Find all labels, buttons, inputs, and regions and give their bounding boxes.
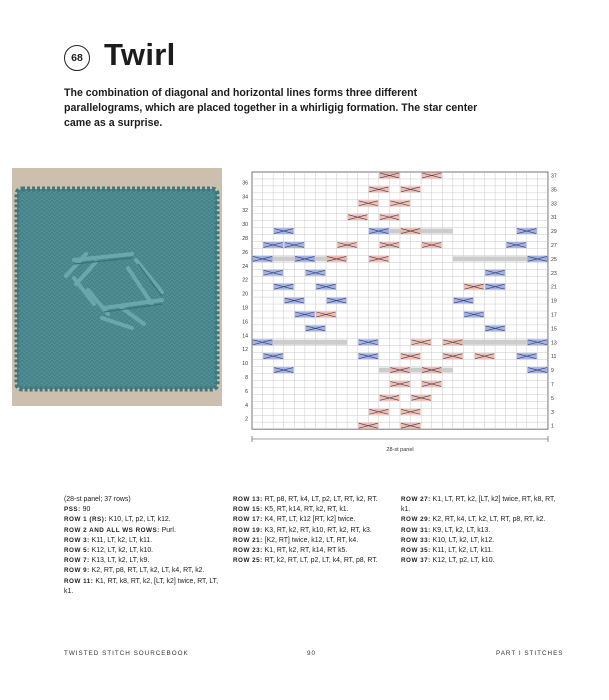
instruction-line (64, 495, 224, 505)
instruction-line (401, 495, 561, 515)
instruction-line (401, 546, 561, 556)
chart-row-label: 6 (245, 388, 248, 395)
instruction-text: K9, LT, k2, LT, k13. (432, 526, 491, 534)
chart-row-label: 13 (550, 340, 557, 347)
purl-bar (453, 340, 538, 345)
instruction-line (401, 526, 561, 536)
instruction-line (64, 505, 224, 515)
instruction-row-label: ROW 23: (233, 547, 263, 555)
chart-row-label: 20 (242, 291, 248, 298)
intro-text: The combination of diagonal and horizontal lines forms three different parallelograms, which are placed together in a whirligig formation. The star center came as a surprise. (64, 87, 478, 130)
instruction-row-label: ROW 17: (233, 516, 263, 524)
purl-bar (453, 256, 538, 261)
instruction-text: Purl. (161, 526, 176, 534)
instruction-text: RT, p8, RT, k4, LT, p2, LT, RT, k2, RT. (264, 496, 378, 503)
chart-row-label: 7 (550, 381, 554, 388)
chart-row-label: 10 (242, 361, 248, 368)
instruction-row-label: ROW 13: (233, 496, 263, 503)
instruction-text: K2, RT, p8, RT, LT, k2, LT, k4, RT, k2. (91, 567, 205, 575)
pattern-number-badge (64, 45, 90, 71)
chart-row-label: 5 (550, 395, 554, 402)
instruction-text: K11, LT, k2, LT, k11. (432, 547, 494, 555)
chart-row-label: 17 (550, 312, 557, 319)
footer-book-title: TWISTED STITCH SOURCEBOOK (64, 650, 189, 657)
instruction-row-label: ROW 9: (64, 567, 90, 575)
chart-row-label: 14 (242, 333, 248, 340)
panel-bracket (252, 436, 548, 442)
instruction-line (233, 556, 393, 566)
left-row-labels (242, 180, 248, 422)
instructions-column-3 (401, 495, 561, 566)
instruction-text: K10, LT, k2, LT, k12. (432, 536, 495, 544)
stitch-chart (230, 166, 560, 466)
chart-row-label: 29 (550, 229, 557, 236)
instruction-line (401, 556, 561, 566)
instruction-line (64, 546, 224, 556)
chart-row-label: 32 (242, 208, 248, 215)
chart-row-label: 18 (242, 305, 248, 312)
instruction-line (401, 515, 561, 525)
chart-row-label: 2 (245, 416, 248, 423)
chart-row-label: 26 (242, 249, 248, 256)
instruction-row-label: ROW 2 AND ALL WS ROWS: (64, 526, 160, 534)
chart-row-label: 34 (242, 194, 248, 201)
instruction-row-label: ROW 11: (64, 577, 94, 585)
swatch-photo (12, 168, 222, 406)
instruction-text: K1, RT, k2, RT, k14, RT k5. (264, 547, 348, 555)
instruction-row-label: ROW 7: (64, 557, 90, 565)
knitted-swatch-image (12, 168, 222, 406)
chart-row-label: 3 (550, 409, 554, 416)
instruction-row-label: ROW 21: (233, 536, 263, 544)
footer-page-number: 90 (307, 650, 317, 657)
instructions-column-1 (64, 495, 224, 597)
chart-row-label: 25 (550, 256, 557, 263)
instruction-text: K3, RT, k2, RT, k10, RT, k2, RT, k3. (264, 526, 372, 534)
chart-row-label: 15 (550, 326, 557, 333)
instruction-text: (28-st panel; 37 rows) (64, 496, 131, 503)
chart-row-label: 19 (550, 298, 557, 305)
instruction-row-label: ROW 3: (64, 536, 90, 544)
chart-row-label: 23 (550, 270, 557, 277)
instruction-row-label: ROW 19: (233, 526, 263, 534)
instruction-row-label: ROW 5: (64, 547, 90, 555)
chart-row-label: 24 (242, 263, 248, 270)
instruction-line (233, 495, 393, 505)
instruction-row-label: ROW 29: (401, 516, 431, 524)
pattern-number: 68 (71, 52, 83, 64)
chart-row-label: 35 (550, 187, 557, 194)
chart-row-label: 21 (550, 284, 557, 291)
instruction-line (64, 566, 224, 576)
chart-row-label: 30 (242, 222, 248, 229)
instruction-line (64, 526, 224, 536)
chart-row-label: 12 (242, 347, 248, 354)
purl-bar (263, 340, 348, 345)
instruction-text: K12, LT, p2, LT, k10. (432, 557, 495, 565)
instruction-text: K11, LT, k2, LT, k11. (91, 536, 153, 544)
instruction-line (233, 546, 393, 556)
page-title: Twirl (104, 37, 176, 72)
instruction-line (64, 536, 224, 546)
instruction-text: K5, RT, k14, RT, k2, RT, k1. (264, 506, 349, 514)
chart-row-label: 36 (242, 180, 248, 187)
instruction-text: 90 (82, 506, 91, 514)
chart-row-label: 11 (550, 354, 557, 361)
instruction-line (64, 577, 224, 597)
chart-row-label: 9 (550, 368, 554, 375)
instruction-line (64, 515, 224, 525)
chart-row-label: 28 (242, 236, 248, 242)
instruction-line (233, 505, 393, 515)
instruction-line (64, 556, 224, 566)
instruction-row-label: ROW 27: (401, 496, 431, 503)
instruction-text: K1, LT, RT, k2, [LT, k2] twice, RT, k8, RT, k1. (401, 496, 556, 514)
instruction-row-label: ROW 37: (401, 557, 431, 565)
instruction-row-label: PSS: (64, 506, 81, 514)
instructions-column-2 (233, 495, 393, 566)
chart-row-label: 37 (550, 173, 557, 180)
instruction-text: K2, RT, k4, LT, k2, LT, RT, p8, RT, k2. (432, 516, 546, 524)
chart-row-label: 16 (242, 319, 248, 326)
right-row-labels (551, 173, 557, 429)
instruction-text: RT, k2, RT, LT, p2, LT, k4, RT, p8, RT. (264, 557, 378, 565)
instruction-row-label: ROW 1 (RS): (64, 516, 107, 524)
chart-row-label: 27 (550, 242, 557, 249)
chart-row-label: 8 (245, 375, 248, 381)
chart-row-label: 1 (550, 423, 554, 430)
chart-row-label: 4 (245, 402, 248, 409)
instruction-text: K12, LT, k2, LT, k10. (91, 547, 154, 555)
footer-section: PART I STITCHES (496, 650, 564, 657)
instruction-line (233, 536, 393, 546)
instruction-row-label: ROW 25: (233, 557, 263, 565)
instruction-text: K13, LT, k2, LT, k9. (91, 557, 150, 565)
chart-row-label: 22 (242, 277, 248, 284)
instruction-row-label: ROW 35: (401, 547, 431, 555)
instruction-line (233, 526, 393, 536)
instruction-text: K1, RT, k8, RT, k2, [LT, k2] twice, RT, LT, k1. (64, 577, 218, 595)
instruction-text: K10, LT, p2, LT, k12. (108, 516, 171, 524)
instruction-line (233, 515, 393, 525)
instruction-row-label: ROW 15: (233, 506, 263, 514)
chart-row-label: 31 (550, 215, 557, 222)
instruction-text: K4, RT, LT, k12 [RT, k2] twice. (264, 516, 356, 524)
instruction-row-label: ROW 31: (401, 526, 431, 534)
instruction-line (401, 536, 561, 546)
panel-label: 28-st panel (386, 447, 414, 453)
instruction-row-label: ROW 33: (401, 536, 431, 544)
chart-row-label: 33 (550, 201, 557, 208)
instruction-text: [K2, RT] twice, k12, LT, RT, k4. (264, 536, 359, 544)
